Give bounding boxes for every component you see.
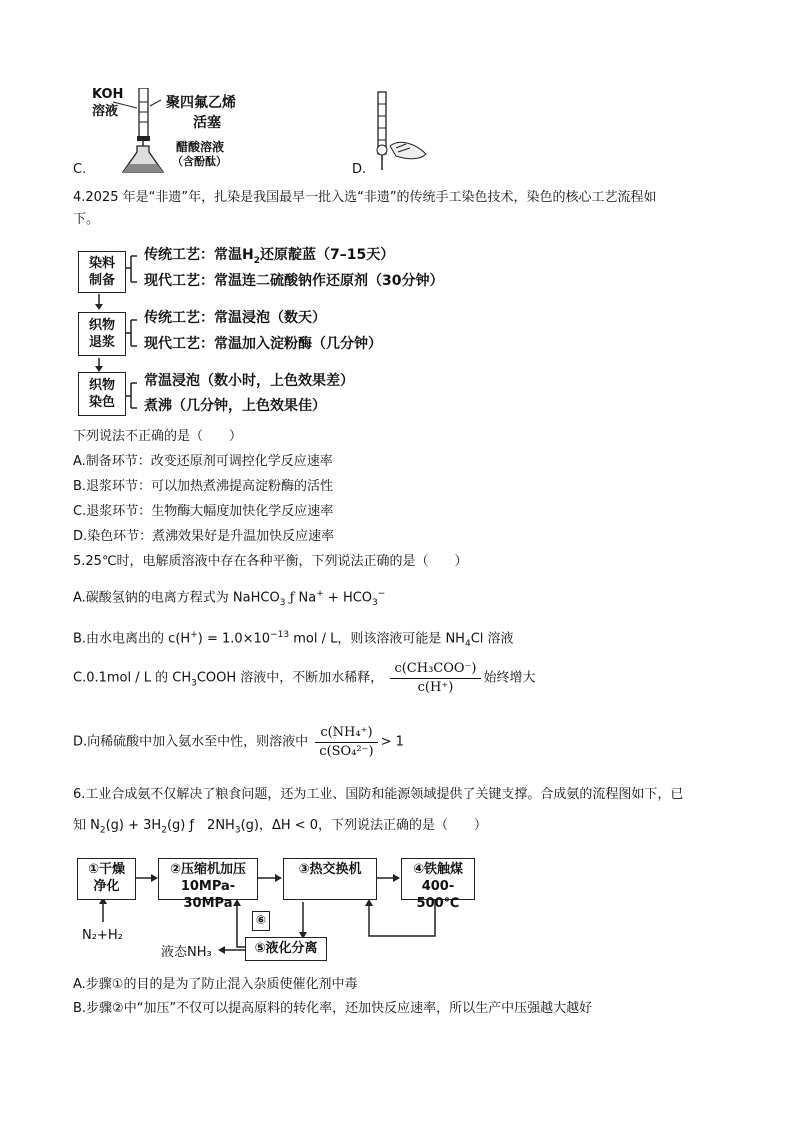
q6-output-label: 液态NH₃ bbox=[161, 945, 212, 960]
q6-step2-line1: ②压缩机加压 bbox=[169, 862, 246, 877]
q5-d-fraction bbox=[315, 724, 377, 761]
q4-desizing-traditional: 传统工艺：常温浸泡（数天） bbox=[144, 310, 326, 326]
apparatus-d-figure bbox=[360, 88, 440, 178]
q5-a-hco-sub: 3 bbox=[372, 597, 378, 608]
q6-eq-a: 知 N bbox=[73, 818, 100, 833]
q4-stem-line2: 下。 bbox=[73, 212, 100, 227]
q5-a-sub: 3 bbox=[279, 597, 286, 608]
q4-option-c: C.退浆环节：生物酶大幅度加快化学反应速率 bbox=[73, 504, 334, 519]
q5-b-exp: −13 bbox=[270, 630, 290, 640]
q6-step5-label: ⑤液化分离 bbox=[254, 941, 318, 956]
q6-eq-b: (g) + 3H bbox=[105, 818, 162, 833]
q4-option-d: D.染色环节：煮沸效果好是升温加快反应速率 bbox=[73, 529, 335, 544]
acid-solution-label: 醋酸溶液 bbox=[176, 140, 225, 154]
q6-step1-box bbox=[77, 858, 136, 900]
q4-box-dye-prep-line1: 染料 bbox=[88, 256, 115, 271]
q4-prep-modern: 现代工艺：常温连二硫酸钠作还原剂（30分钟） bbox=[144, 273, 444, 289]
q5-c-end: 始终增大 bbox=[483, 670, 536, 686]
q6-step2-box bbox=[158, 858, 258, 911]
q5-d-text: D.向稀硫酸中加入氨水至中性，则溶液中 bbox=[73, 734, 309, 750]
q5-c-numerator: c(CH₃COO⁻) bbox=[390, 660, 480, 679]
q5-a-arrow: ƒ bbox=[285, 590, 299, 606]
option-d-label: D. bbox=[352, 162, 367, 177]
q5-b-sub: 4 bbox=[464, 638, 471, 649]
q5-option-d bbox=[73, 724, 404, 761]
q6-step4-line2: 400-500℃ bbox=[416, 879, 460, 911]
q6-option-a: A.步骤①的目的是为了防止混入杂质使催化剂中毒 bbox=[73, 977, 358, 992]
q5-c-text: C.0.1mol / L 的 CH bbox=[73, 670, 192, 686]
q5-c-denominator: c(H⁺) bbox=[417, 680, 454, 695]
q4-option-a: A.制备环节：改变还原剂可调控化学反应速率 bbox=[73, 454, 333, 469]
q6-option-b: B.步骤②中“加压”不仅可以提高原料的转化率，还加快反应速率，所以生产中压强越大越好 bbox=[73, 1001, 593, 1016]
q4-box-dye-prep bbox=[78, 251, 126, 293]
q4-box-dye-prep-line2: 制备 bbox=[88, 273, 115, 288]
q5-b-unit: mol / L，则该溶液可能是 NH bbox=[289, 631, 465, 647]
q6-step5-box bbox=[245, 937, 327, 961]
q4-dyeing-boil: 煮沸（几分钟，上色效果佳） bbox=[144, 398, 326, 414]
q5-a-na-charge: + bbox=[316, 589, 324, 599]
q5-a-hco: + HCO bbox=[323, 590, 373, 606]
q4-box-desizing-line2: 退浆 bbox=[88, 335, 115, 350]
valve-label: 活塞 bbox=[193, 115, 221, 131]
q5-option-b: B.由水电离出的 $c(H^+) = 1.0\times 10^{-13}$ mol / L，则该溶液可能是 $NH_4Cl$ 溶液 bbox=[73, 630, 514, 649]
q5-a-na: Na bbox=[298, 590, 317, 606]
koh-label: KOH bbox=[92, 87, 124, 102]
koh-solution-label: 溶液 bbox=[92, 104, 119, 119]
q5-c-fraction bbox=[390, 660, 480, 697]
q6-eq-c: (g) ƒ 2NH bbox=[166, 818, 235, 833]
q6-step3-box bbox=[283, 858, 377, 900]
q4-prep-traditional bbox=[144, 246, 394, 270]
q6-step6-label: ⑥ bbox=[255, 913, 267, 927]
q4-prep-traditional-b: 还原靛蓝（7–15天） bbox=[259, 247, 395, 263]
q6-step4-box bbox=[401, 858, 475, 911]
q4-box-desizing-line1: 织物 bbox=[88, 318, 115, 333]
q6-input-label: N₂+H₂ bbox=[82, 928, 123, 943]
q4-ask: 下列说法不正确的是（ ） bbox=[73, 429, 243, 444]
q4-box-dyeing bbox=[78, 372, 126, 416]
q5-d-end: > 1 bbox=[380, 734, 404, 750]
q6-step1-line1: ①干燥 bbox=[87, 862, 125, 877]
q5-c-mid: COOH 溶液中，不断加水稀释， bbox=[196, 670, 384, 686]
q5-d-denominator: c(SO₄²⁻) bbox=[319, 744, 374, 759]
q6-step2-line2: 10MPa-30MPa bbox=[180, 879, 236, 911]
q5-option-c bbox=[73, 660, 536, 697]
q5-b-text: B.由水电离出的 c(H bbox=[73, 631, 191, 647]
q5-a-text: A.碳酸氢钠的电离方程式为 NaHCO bbox=[73, 590, 280, 606]
q6-step6-box bbox=[252, 911, 270, 931]
q6-step1-line2: 净化 bbox=[93, 879, 120, 894]
option-c-label: C. bbox=[73, 162, 87, 177]
q5-option-a bbox=[73, 585, 385, 612]
q4-dyeing-soak: 常温浸泡（数小时，上色效果差） bbox=[144, 373, 354, 389]
q4-prep-traditional-a: 传统工艺：常温H bbox=[144, 247, 254, 263]
q4-stem-line1: 4.2025 年是“非遗”年，扎染是我国最早一批入选“非遗”的传统手工染色技术，染色的核心工艺流程如 bbox=[73, 190, 657, 205]
q5-b-end: Cl 溶液 bbox=[470, 631, 514, 647]
q5-b-mid: ) = 1.0×10 bbox=[197, 631, 271, 647]
q6-step4-line1: ④铁触煤 bbox=[412, 862, 463, 877]
q4-box-desizing bbox=[78, 312, 126, 356]
q6-stem-line2: 知 $N_2(g) + 3H_2(g)$ ƒ $2NH_3(g)$，ΔH < 0，下列说法正确的是（ ） bbox=[73, 818, 488, 836]
ptfe-label: 聚四氟乙烯 bbox=[166, 95, 236, 111]
q4-box-dyeing-line1: 织物 bbox=[88, 378, 115, 393]
q5-c-sub: 3 bbox=[191, 678, 197, 689]
indicator-label: （含酚酞） bbox=[172, 155, 227, 168]
q4-desizing-modern: 现代工艺：常温加入淀粉酶（几分钟） bbox=[144, 336, 382, 352]
q6-eq-d: (g)，ΔH < 0，下列说法正确的是（ ） bbox=[240, 818, 488, 833]
q5-d-numerator: c(NH₄⁺) bbox=[315, 724, 377, 743]
burette-hand-illustration bbox=[360, 88, 440, 178]
q4-prep-traditional-sub: 2 bbox=[253, 255, 260, 266]
q6-stem-line1: 6.工业合成氨不仅解决了粮食问题，还为工业、国防和能源领域提供了关键支撑。合成氨的流程图如下，已 bbox=[73, 787, 684, 802]
q4-option-b: B.退浆环节：可以加热煮沸提高淀粉酶的活性 bbox=[73, 479, 334, 494]
q5-a-hco-charge: − bbox=[377, 589, 386, 599]
q5-stem: 5.25℃时，电解质溶液中存在各种平衡，下列说法正确的是（ ） bbox=[73, 554, 468, 569]
q4-box-dyeing-line2: 染色 bbox=[88, 395, 115, 410]
q6-step3-label: ③热交换机 bbox=[298, 862, 362, 877]
